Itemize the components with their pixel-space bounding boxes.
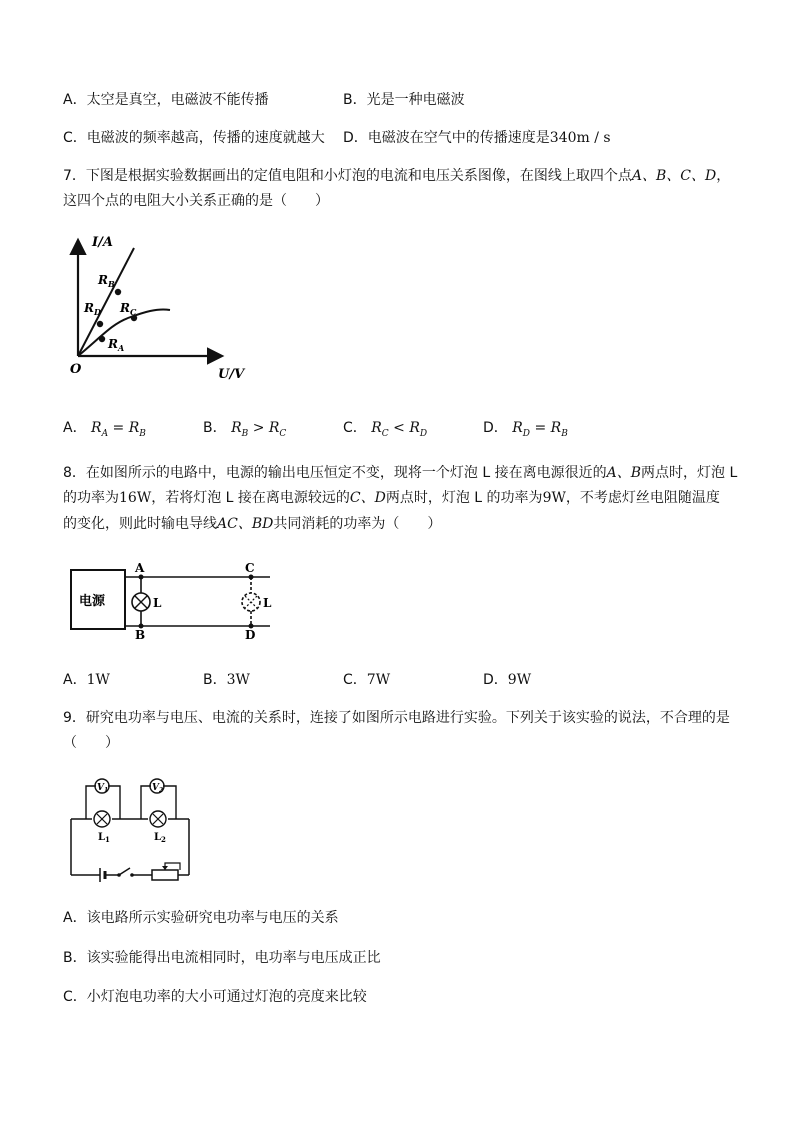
q8-stem-line1: 8．在如图所示的电路中，电源的输出电压恒定不变，现将一个灯泡 L 接在离电源很近的A、B两点时，灯泡 L xyxy=(63,465,738,481)
q8-stem-line3: 的变化，则此时输电导线AC、BD共同消耗的功率为（ ） xyxy=(63,516,442,532)
svg-text:V1: $V_1$ xyxy=(97,783,109,794)
q8-circuit xyxy=(68,560,288,642)
q9-stem-line2: （ ） xyxy=(63,735,119,751)
q7-stem-text: 7．下图是根据实验数据画出的定值电阻和小灯泡的电流和电压关系图像，在图线上取四个点 xyxy=(63,168,632,184)
q9-switch xyxy=(117,868,134,877)
q7-point-b xyxy=(115,289,121,295)
q8-option-d: D．9W xyxy=(483,672,532,688)
q7-x-label: U/V xyxy=(218,367,245,382)
q9-option-a: A．该电路所示实验研究电功率与电压的关系 xyxy=(63,910,339,926)
q7-option-d: D． $R_D = R_B$ xyxy=(483,420,568,439)
q7-iu-graph xyxy=(62,228,245,382)
q9-label-l1: $L_1$ xyxy=(98,832,110,844)
svg-text:C: C xyxy=(245,561,255,575)
q9-voltmeter-v2 xyxy=(150,779,164,794)
q9-voltmeter-v1 xyxy=(95,779,109,794)
q6-option-c: C．电磁波的频率越高，传播的速度就越大 xyxy=(63,130,325,146)
svg-text:V2: $V_2$ xyxy=(152,783,164,794)
q7-stem-line2: 这四个点的电阻大小关系正确的是（ ） xyxy=(63,193,329,209)
q7-label-rb: $R_B$ xyxy=(98,273,115,289)
q7-stem-line1 xyxy=(63,166,730,186)
q8-lamp-far xyxy=(242,593,260,611)
q7-label-rd: $R_D$ xyxy=(84,301,101,317)
q8-option-b: B．3W xyxy=(203,672,250,688)
q9-circuit xyxy=(66,774,196,886)
q9-lamp-l1 xyxy=(94,811,110,827)
q6-option-b: B．光是一种电磁波 xyxy=(343,92,465,108)
q6-option-d-text: D．电磁波在空气中的传播速度是 xyxy=(343,130,550,146)
q7-stem-end: ， xyxy=(716,168,731,184)
q7-option-a: A． $R_A = R_B$ xyxy=(63,420,146,439)
q7-point-a xyxy=(99,336,105,342)
q9-option-b: B．该实验能得出电流相同时，电功率与电压成正比 xyxy=(63,950,381,966)
svg-text:D: D xyxy=(245,628,256,642)
q9-label-l2: $L_2$ xyxy=(154,832,166,844)
q9-option-c: C．小灯泡电功率的大小可通过灯泡的亮度来比较 xyxy=(63,989,367,1005)
q7-option-b: B． $R_B > R_C$ xyxy=(203,420,287,439)
q7-label-ra: $R_A$ xyxy=(108,337,125,353)
q6-option-a: A．太空是真空，电磁波不能传播 xyxy=(63,92,269,108)
svg-text:L: L xyxy=(153,596,162,610)
q7-option-c: C． $R_C < R_D$ xyxy=(343,420,428,439)
q9-battery xyxy=(100,868,105,882)
q7-point-d xyxy=(97,321,103,327)
q7-points: A、B、C、D xyxy=(631,168,717,184)
svg-text:A: A xyxy=(135,561,145,575)
q8-lamp-near xyxy=(132,593,150,611)
q6-option-d-value: 340m / s xyxy=(549,130,611,146)
q8-source-label: 电源 xyxy=(79,594,106,609)
q9-lamp-l2 xyxy=(150,811,166,827)
q8-option-a: A．1W xyxy=(63,672,110,688)
svg-text:L: L xyxy=(263,596,272,610)
q7-y-label: I/A xyxy=(92,235,113,250)
q7-origin: O xyxy=(70,362,82,377)
q8-stem-line2: 的功率为16W，若将灯泡 L 接在离电源较远的C、D两点时，灯泡 L 的功率为9W，不考虑灯丝电阻随温度 xyxy=(63,490,720,506)
q9-stem-line1: 9．研究电功率与电压、电流的关系时，连接了如图所示电路进行实验。下列关于该实验的说法，不合理的是 xyxy=(63,710,730,726)
svg-text:B: B xyxy=(135,628,146,642)
q9-rheostat xyxy=(152,863,180,880)
q6-option-d xyxy=(343,128,611,148)
q7-label-rc: $R_C$ xyxy=(120,301,137,317)
q8-option-c: C．7W xyxy=(343,672,391,688)
